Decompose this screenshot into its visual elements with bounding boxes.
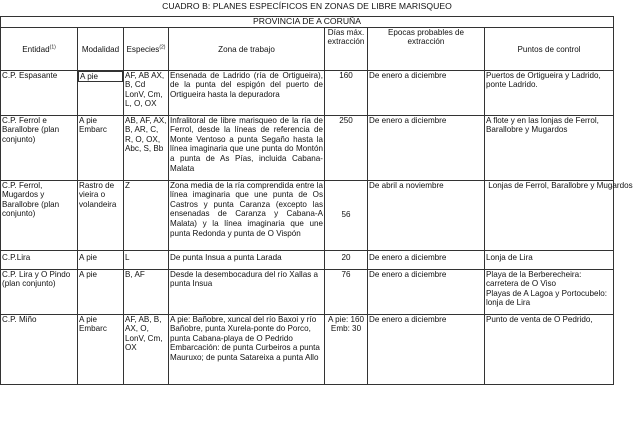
cell-epocas: De abril a noviembre (368, 180, 485, 250)
cell-entidad: C.P. Ferrol e Barallobre (plan conjunto) (1, 115, 78, 180)
cell-dias-text: A pie: 160 Emb: 30 (327, 314, 364, 334)
table-row (1, 180, 614, 250)
cell-zona: Zona media de la ría comprendida entre la línea imaginaria que une punta de Os Castros y punta Caranza (excepto las ensenadas de Caranza y Cabana-A Malata) y la línea imaginaria que une punta Redonda y punta de O Vispón (169, 180, 325, 250)
col-especies-note: (2) (159, 44, 166, 51)
cell-dias: 160 (325, 70, 368, 115)
cell-especies: AF, AB AX, B, Cd LonV, Cm, L, O, OX (124, 70, 169, 115)
cell-dias: 56 (325, 180, 368, 250)
cell-puntos (485, 269, 614, 314)
table-row (1, 250, 614, 269)
cell-dias: 76 (325, 269, 368, 314)
cell-modalidad: A pie (78, 250, 124, 269)
col-modalidad: Modalidad (78, 27, 124, 70)
col-puntos: Puntos de control (485, 27, 614, 70)
cell-epocas: De enero a diciembre (368, 314, 485, 384)
cell-puntos: A flote y en las lonjas de Ferrol, Barallobre y Mugardos (485, 115, 614, 180)
cell-modalidad (78, 115, 124, 180)
cell-puntos: Punto de venta de O Pedrido, (485, 314, 614, 384)
cell-modalidad: A pie (78, 269, 124, 314)
cell-entidad: C.P. Miño (1, 314, 78, 384)
cell-zona (169, 314, 325, 384)
cell-zona: De punta Insua a punta Larada (169, 250, 325, 269)
col-epocas: Epocas probables de extracción (368, 27, 485, 70)
cell-zona-text: A pie: Bañobre, xuncal del río Baxoi y río Bañobre, punta Xurela-ponte do Porco, punta Cabana-playa de O Pedrido Embarcación: de punta Curbeiros a punta Mauruxo; de punta Satareixa a punta Allo (170, 314, 320, 362)
cell-dias (325, 314, 368, 384)
cell-epocas: De enero a diciembre (368, 70, 485, 115)
cell-entidad: C.P.Lira (1, 250, 78, 269)
province-row (1, 17, 614, 28)
cell-especies: B, AF (124, 269, 169, 314)
cell-modalidad (78, 314, 124, 384)
cell-epocas: De enero a diciembre (368, 269, 485, 314)
col-especies-label: Especies (126, 45, 160, 54)
column-header-row (1, 27, 614, 70)
cell-entidad: C.P. Ferrol, Mugardos y Barallobre (plan conjunto) (1, 180, 78, 250)
cell-zona: Infralitoral de libre marisqueo de la ría de Ferrol, desde la líneas de referencia de Monte Ventoso a punta Segaño hasta la línea imaginaria que une punta do Montón a punta de As Pías, incluida Cabana-Malata (169, 115, 325, 180)
cell-puntos: Puertos de Ortigueira y Ladrido, ponte Ladrido. (485, 70, 614, 115)
col-entidad (1, 27, 78, 70)
cell-puntos: Lonjas de Ferrol, Barallobre y Mugardos (485, 180, 614, 250)
cell-modalidad-text: A pie Embarc (79, 115, 107, 135)
cell-especies: AB, AF, AX, B, AR, C, R, O, OX, Abc, S, Bb (124, 115, 169, 180)
cell-zona: Ensenada de Ladrido (ría de Ortigueira), de la punta del espigón del puerto de Ortigueira hasta la depuradora (169, 70, 325, 115)
cell-dias: 250 (325, 115, 368, 180)
cell-puntos-text: Playa de la Berberecheira: carretera de O Viso Playas de A Lagoa y Portocubelo: lonja de Lira (486, 269, 608, 308)
cell-modalidad: Rastro de vieira o volandeira (78, 180, 124, 250)
cell-epocas: De enero a diciembre (368, 115, 485, 180)
table-row (1, 70, 614, 115)
col-entidad-label: Entidad (22, 45, 50, 54)
col-zona: Zona de trabajo (169, 27, 325, 70)
cell-especies: L (124, 250, 169, 269)
cell-dias: 20 (325, 250, 368, 269)
col-dias: Días máx. extracción (325, 27, 368, 70)
table-row (1, 314, 614, 384)
cell-modalidad-text: A pie Embarc (79, 314, 107, 334)
cell-modalidad: A pie (78, 71, 123, 83)
cell-zona: Desde la desembocadura del río Xallas a punta Insua (169, 269, 325, 314)
cell-epocas: De enero a diciembre (368, 250, 485, 269)
col-especies (124, 27, 169, 70)
marisqueo-table (0, 16, 633, 385)
cell-entidad: C.P. Lira y O Pindo (plan conjunto) (1, 269, 78, 314)
document-title: CUADRO B: PLANES ESPECÍFICOS EN ZONAS DE LIBRE MARISQUEO (162, 1, 452, 11)
province-heading: PROVINCIA DE A CORUÑA (1, 17, 614, 28)
cell-entidad: C.P. Espasante (1, 70, 78, 115)
cell-especies: AF, AB, B, AX, O, LonV, Cm, OX (124, 314, 169, 384)
cell-puntos: Lonja de Lira (485, 250, 614, 269)
table-row (1, 115, 614, 180)
table-row (1, 269, 614, 314)
col-entidad-note: (1) (49, 44, 56, 51)
cell-especies: Z (124, 180, 169, 250)
